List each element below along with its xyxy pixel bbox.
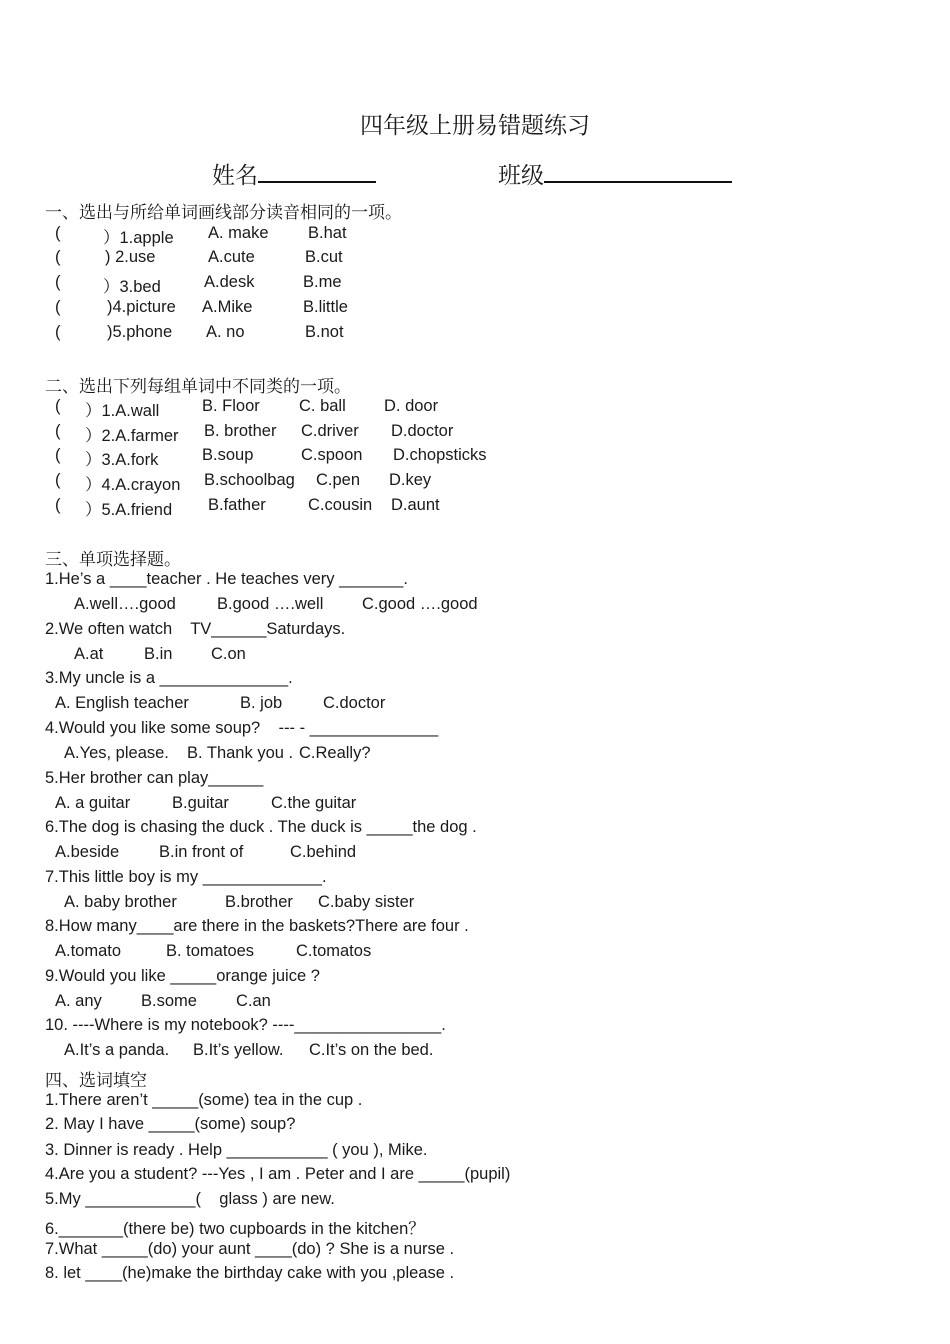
s2-option-c: C.driver — [301, 422, 359, 440]
s3-option-c: C.doctor — [323, 694, 386, 712]
s2-option-c: C.pen — [316, 471, 361, 489]
s3-question-8: 8.How many____are there in the baskets?There are four . — [45, 917, 469, 935]
s3-question-3: 3.My uncle is a ______________. — [45, 669, 293, 687]
s1-paren: ( — [55, 323, 61, 341]
class-field[interactable] — [498, 157, 732, 190]
s3-option-c: C.on — [211, 645, 246, 663]
s4-line-1: 1.There aren’t _____(some) tea in the cup . — [45, 1091, 363, 1109]
s2-option-b: B. brother — [204, 422, 277, 440]
s2-paren: ( — [55, 446, 61, 464]
section-4-heading: 四、选词填空 — [45, 1071, 147, 1091]
s3-question-5: 5.Her brother can play______ — [45, 769, 264, 787]
s2-option-d: D. door — [384, 397, 439, 415]
s3-option-a: A.well….good — [74, 595, 176, 613]
s3-question-2: 2.We often watch TV______Saturdays. — [45, 620, 346, 638]
s1-option-a: A. no — [206, 323, 245, 341]
s2-option-a: ）4.A.crayon — [85, 476, 181, 494]
s3-option-c: C.the guitar — [271, 794, 357, 812]
s3-option-a: A. a guitar — [55, 794, 131, 812]
s1-option-a: A.desk — [204, 273, 255, 291]
s2-option-c: C. ball — [299, 397, 346, 415]
s1-paren: ( — [55, 224, 61, 242]
s3-question-1: 1.He’s a ____teacher . He teaches very _______. — [45, 570, 408, 588]
s3-option-b: B.in front of — [159, 843, 244, 861]
s3-option-a: A.beside — [55, 843, 120, 861]
s4-line-4: 4.Are you a student? ---Yes , I am . Peter and I are _____(pupil) — [45, 1165, 511, 1183]
s3-option-b: B. tomatoes — [166, 942, 255, 960]
s1-word: ) 2.use — [105, 248, 156, 266]
s2-paren: ( — [55, 397, 61, 415]
s3-option-c: C.behind — [290, 843, 357, 861]
class-underline — [544, 159, 732, 183]
s1-option-b: B.hat — [308, 224, 347, 242]
name-field[interactable] — [212, 157, 376, 190]
s3-option-b: B. Thank you . — [187, 744, 294, 762]
s4-line-8: 8. let ____(he)make the birthday cake with you ,please . — [45, 1264, 455, 1282]
s3-option-b: B.It’s yellow. — [193, 1041, 284, 1059]
s2-option-c: C.spoon — [301, 446, 363, 464]
s1-word: ）1.apple — [103, 229, 174, 247]
s3-option-a: A. baby brother — [64, 893, 177, 911]
s3-option-c: C.Really? — [299, 744, 371, 762]
s4-line-3: 3. Dinner is ready . Help ___________ ( you ), Mike. — [45, 1141, 428, 1159]
s1-word: ）3.bed — [103, 278, 161, 296]
section-2-heading: 二、选出下列每组单词中不同类的一项。 — [45, 377, 351, 397]
s2-paren: ( — [55, 422, 61, 440]
s2-option-d: D.key — [389, 471, 432, 489]
s2-option-b: B. Floor — [202, 397, 260, 415]
s2-paren: ( — [55, 471, 61, 489]
s3-question-7: 7.This little boy is my _____________. — [45, 868, 327, 886]
s2-option-b: B.father — [208, 496, 266, 514]
s1-paren: ( — [55, 273, 61, 291]
name-label: 姓名 — [212, 163, 258, 189]
s3-question-9: 9.Would you like _____orange juice ? — [45, 967, 320, 985]
s1-option-a: A. make — [208, 224, 269, 242]
s3-option-b: B.some — [141, 992, 197, 1010]
s2-option-d: D.chopsticks — [393, 446, 487, 464]
s3-option-b: B.good ….well — [217, 595, 324, 613]
s3-option-a: A. English teacher — [55, 694, 189, 712]
s3-question-4: 4.Would you like some soup? --- - ______________ — [45, 719, 439, 737]
s1-word: )4.picture — [107, 298, 176, 316]
section-1-heading: 一、选出与所给单词画线部分读音相同的一项。 — [45, 203, 402, 223]
s2-option-a: ）2.A.farmer — [85, 427, 179, 445]
s4-line-7: 7.What _____(do) your aunt ____(do) ? She is a nurse . — [45, 1240, 455, 1258]
s3-question-10: 10. ----Where is my notebook? ----________________. — [45, 1016, 446, 1034]
s1-word: )5.phone — [107, 323, 173, 341]
s3-option-c: C.baby sister — [318, 893, 415, 911]
section-3-heading: 三、单项选择题。 — [45, 550, 181, 570]
s1-option-a: A.Mike — [202, 298, 253, 316]
s3-option-b: B.brother — [225, 893, 293, 911]
s3-option-c: C.tomatos — [296, 942, 372, 960]
s4-line-6: 6._______(there be) two cupboards in the kitchen？ — [45, 1220, 425, 1238]
s2-option-d: D.aunt — [391, 496, 440, 514]
s2-option-a: ）3.A.fork — [85, 451, 159, 469]
page-title: 四年级上册易错题练习 — [360, 113, 590, 139]
s3-option-b: B. job — [240, 694, 283, 712]
s4-line-5: 5.My ____________( glass ) are new. — [45, 1190, 335, 1208]
s2-option-c: C.cousin — [308, 496, 373, 514]
s3-question-6: 6.The dog is chasing the duck . The duck is _____the dog . — [45, 818, 477, 836]
s3-option-a: A.It’s a panda. — [64, 1041, 170, 1059]
s3-option-c: C.It’s on the bed. — [309, 1041, 434, 1059]
s1-paren: ( — [55, 248, 61, 266]
s1-option-a: A.cute — [208, 248, 255, 266]
s2-option-b: B.soup — [202, 446, 254, 464]
s3-option-a: A. any — [55, 992, 102, 1010]
s3-option-b: B.in — [144, 645, 173, 663]
s2-option-a: ）5.A.friend — [85, 501, 173, 519]
s1-paren: ( — [55, 298, 61, 316]
s2-paren: ( — [55, 496, 61, 514]
s1-option-b: B.me — [303, 273, 342, 291]
s2-option-b: B.schoolbag — [204, 471, 295, 489]
class-label: 班级 — [498, 163, 544, 189]
s3-option-b: B.guitar — [172, 794, 229, 812]
s3-option-c: C.good ….good — [362, 595, 478, 613]
name-underline — [258, 159, 376, 183]
s2-option-a: ）1.A.wall — [85, 402, 160, 420]
s4-line-2: 2. May I have _____(some) soup? — [45, 1115, 296, 1133]
s2-option-d: D.doctor — [391, 422, 454, 440]
s1-option-b: B.little — [303, 298, 348, 316]
s3-option-a: A.at — [74, 645, 104, 663]
s3-option-c: C.an — [236, 992, 271, 1010]
s3-option-a: A.Yes, please. — [64, 744, 169, 762]
s3-option-a: A.tomato — [55, 942, 122, 960]
s1-option-b: B.cut — [305, 248, 343, 266]
s1-option-b: B.not — [305, 323, 344, 341]
